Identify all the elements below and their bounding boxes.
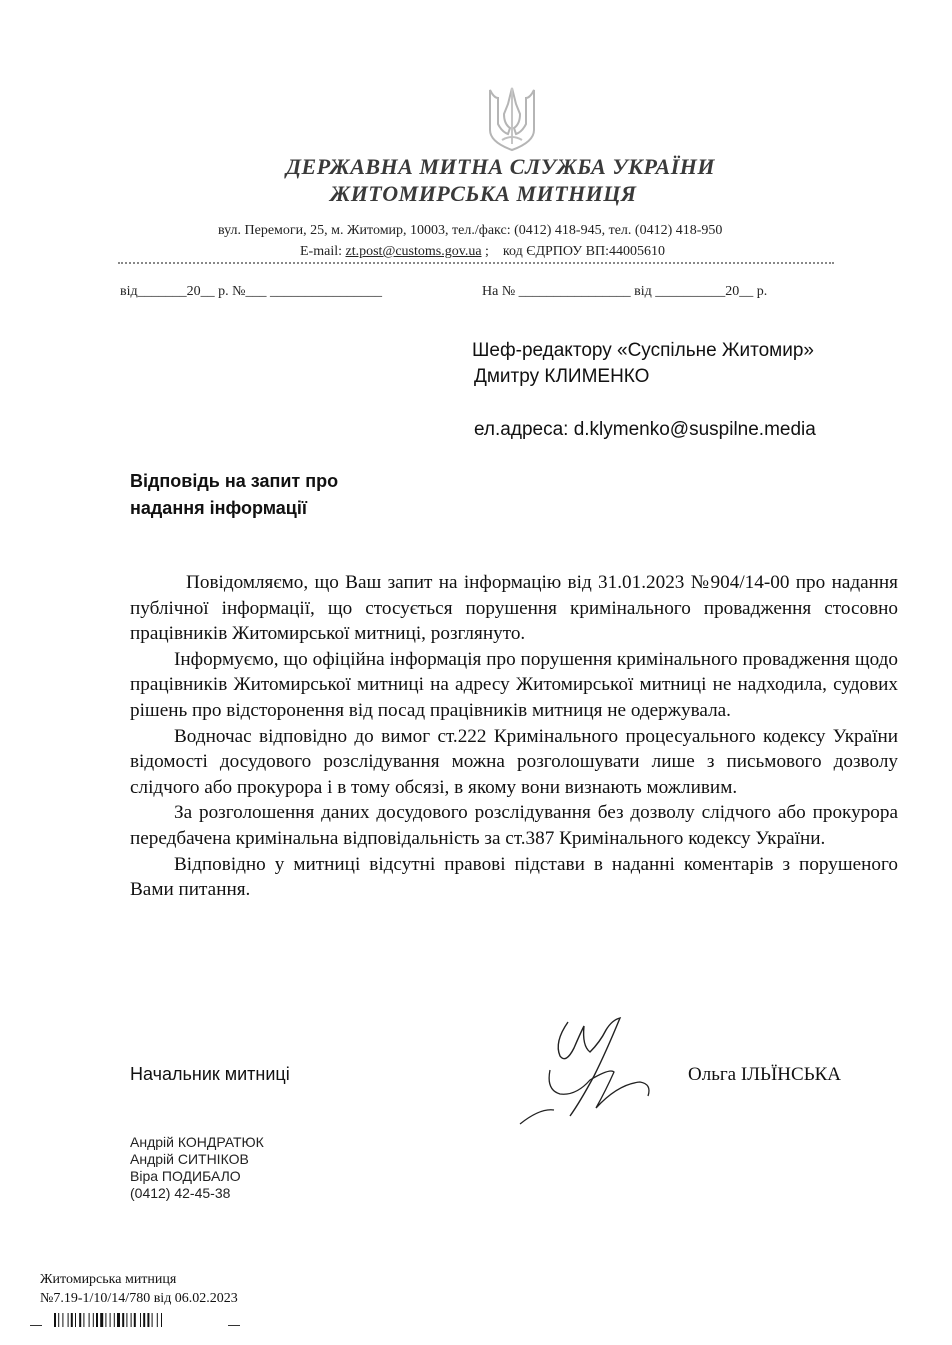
letter-body	[130, 570, 898, 903]
executors-list	[130, 1134, 264, 1202]
letter-subject	[130, 468, 338, 522]
org-name-line2: ЖИТОМИРСЬКА МИТНИЦЯ	[330, 181, 637, 206]
recipient-email: ел.адреса: d.klymenko@suspilne.media	[474, 419, 816, 440]
barcode-left-mark	[30, 1325, 42, 1326]
incoming-reference: На № ________________ від __________20__ р.	[482, 284, 768, 299]
org-name-line1: ДЕРЖАВНА МИТНА СЛУЖБА УКРАЇНИ	[286, 154, 716, 179]
handwritten-signature	[510, 1012, 660, 1130]
executor-phone: (0412) 42-45-38	[130, 1185, 231, 1201]
subject-line2: надання інформації	[130, 498, 307, 518]
outgoing-reference: від_______20__ р. №___ ________________	[120, 284, 382, 299]
body-paragraph-2: Інформуємо, що офіційна інформація про порушення кримінального провадження щодо працівників Житомирської митниці на адресу Житомирської митниці не надходила, судових рішень про відсторонення від посад працівників митниця не одержувала.	[130, 648, 898, 721]
recipient-title: Шеф-редактору «Суспільне Житомир»	[472, 340, 814, 361]
body-paragraph-4: За розголошення даних досудового розслідування без дозволу слідчого або прокурора передбачена кримінальна відповідальність за ст.387 Кримінального кодексу України.	[130, 802, 898, 849]
org-contacts: E-mail: zt.post@customs.gov.ua ; код ЄДРПОУ ВП:44005610	[300, 244, 665, 259]
executor-2: Андрій СИТНІКОВ	[130, 1151, 249, 1167]
registration-stamp	[40, 1270, 238, 1308]
registration-office: Житомирська митниця	[40, 1272, 177, 1287]
edrpou-code: код ЄДРПОУ ВП:44005610	[502, 244, 665, 259]
email-label: E-mail:	[300, 244, 342, 259]
org-email-link[interactable]: zt.post@customs.gov.ua	[345, 244, 482, 259]
barcode-right-mark	[228, 1325, 240, 1326]
body-paragraph-3: Водночас відповідно до вимог ст.222 Кримінального процесуального кодексу України відомості досудового розслідування можна розголошувати лише з письмового дозволу слідчого або прокурора і в тому обсязі, в якому вони визнають можливим.	[130, 725, 898, 798]
body-paragraph-1: Повідомляємо, що Ваш запит на інформацію від 31.01.2023 №904/14-00 про надання публічної інформації, що стосується порушення кримінального провадження стосовно працівників Житомирської митниці, розглянуто.	[130, 572, 898, 645]
subject-line1: Відповідь на запит про	[130, 471, 339, 491]
header-divider	[118, 262, 834, 264]
recipient-name: Дмитру КЛИМЕНКО	[474, 366, 650, 387]
body-paragraph-5: Відповідно у митниці відсутні правові підстави в наданні коментарів з порушеного Вами питання.	[130, 853, 898, 901]
executor-3: Віра ПОДИБАЛО	[130, 1168, 241, 1184]
signatory-name: Ольга ІЛЬЇНСЬКА	[688, 1064, 841, 1085]
executor-1: Андрій КОНДРАТЮК	[130, 1134, 264, 1150]
registration-number: №7.19-1/10/14/780 від 06.02.2023	[40, 1291, 238, 1306]
trident-emblem-icon	[486, 84, 538, 154]
org-address: вул. Перемоги, 25, м. Житомир, 10003, тел./факс: (0412) 418-945, тел. (0412) 418-950	[218, 223, 723, 238]
signatory-position: Начальник митниці	[130, 1064, 290, 1084]
barcode-icon	[54, 1313, 222, 1327]
